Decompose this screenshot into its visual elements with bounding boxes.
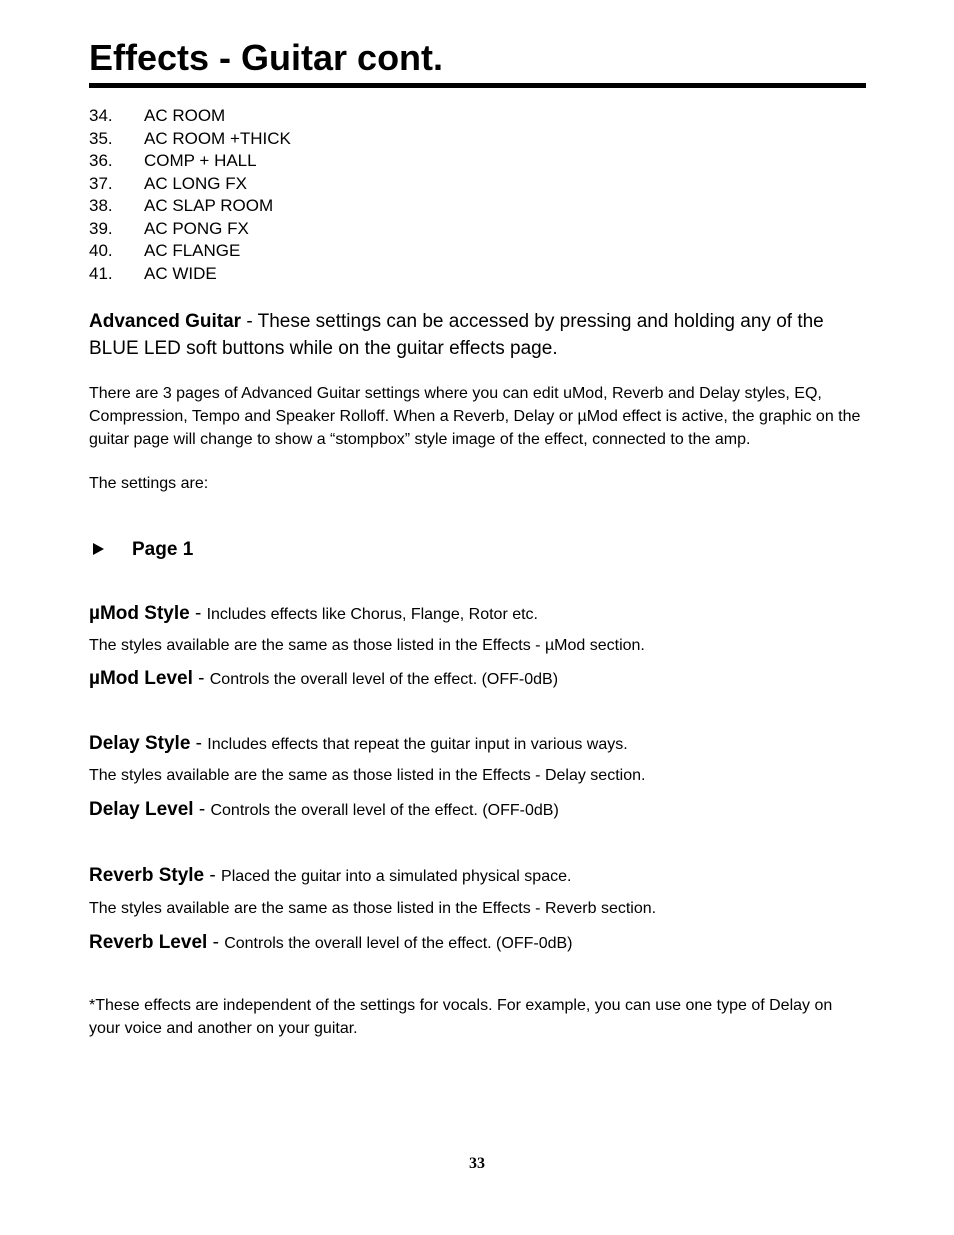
dash-separator: - xyxy=(190,733,208,754)
reverb-level-name: Reverb Level xyxy=(89,932,208,953)
title-rule xyxy=(89,83,866,88)
settings-intro: The settings are: xyxy=(89,475,209,492)
list-item-label: AC LONG FX xyxy=(144,173,247,193)
list-item-label: AC ROOM +THICK xyxy=(144,128,291,148)
dash-separator: - xyxy=(189,603,207,624)
list-item-label: AC ROOM xyxy=(144,106,226,125)
list-item-label: COMP + HALL xyxy=(144,151,257,170)
list-item-label: AC PONG FX xyxy=(144,218,249,238)
list-item xyxy=(89,240,291,263)
list-item xyxy=(89,105,291,128)
list-item xyxy=(89,128,291,151)
list-item-number: 41. xyxy=(89,263,113,283)
dash-separator: - xyxy=(192,668,210,689)
reverb-level-desc: Controls the overall level of the effect. (OFF-0dB) xyxy=(224,935,573,952)
umod-style-name: µMod Style xyxy=(89,603,190,624)
delay-style-setting xyxy=(89,732,628,757)
advanced-guitar-text: - These settings can be accessed by pressing and holding any of the BLUE LED soft buttons while on the guitar effects page. xyxy=(89,311,824,359)
list-item-label: AC FLANGE xyxy=(144,241,241,260)
umod-style-note: The styles available are the same as those listed in the Effects - µMod section. xyxy=(89,637,645,654)
reverb-style-setting xyxy=(89,864,571,889)
umod-style-desc: Includes effects like Chorus, Flange, Rotor etc. xyxy=(206,606,538,623)
triangle-bullet-icon xyxy=(93,543,104,555)
delay-style-desc: Includes effects that repeat the guitar input in various ways. xyxy=(207,736,628,753)
effects-list xyxy=(89,105,291,285)
delay-level-name: Delay Level xyxy=(89,799,194,820)
umod-style-setting xyxy=(89,602,538,627)
list-item-number: 34. xyxy=(89,106,113,125)
footnote: *These effects are independent of the settings for vocals. For example, you can use one type of Delay on your voice and another on your guitar. xyxy=(89,997,833,1037)
umod-level-desc: Controls the overall level of the effect. (OFF-0dB) xyxy=(209,671,559,688)
advanced-guitar-paragraph xyxy=(89,308,866,362)
reverb-style-note: The styles available are the same as those listed in the Effects - Reverb section. xyxy=(89,900,657,917)
delay-level-setting xyxy=(89,798,559,823)
reverb-level-setting xyxy=(89,931,572,956)
list-item-number: 39. xyxy=(89,218,113,238)
reverb-style-name: Reverb Style xyxy=(89,865,205,886)
page-1-label: Page 1 xyxy=(132,539,194,560)
page-number: 33 xyxy=(469,1155,485,1172)
delay-style-name: Delay Style xyxy=(89,733,191,754)
umod-level-name: µMod Level xyxy=(89,668,193,689)
list-item-number: 36. xyxy=(89,151,113,170)
list-item-number: 37. xyxy=(89,173,113,193)
umod-level-setting xyxy=(89,667,558,692)
dash-separator: - xyxy=(207,932,225,953)
list-item-label: AC WIDE xyxy=(144,263,217,283)
page-1-heading xyxy=(89,537,193,563)
list-item xyxy=(89,173,291,196)
dash-separator: - xyxy=(193,799,211,820)
dash-separator: - xyxy=(204,865,222,886)
reverb-style-desc: Placed the guitar into a simulated physical space. xyxy=(221,868,572,885)
advanced-guitar-heading: Advanced Guitar xyxy=(89,311,242,332)
list-item xyxy=(89,263,291,286)
list-item-number: 38. xyxy=(89,196,113,215)
list-item xyxy=(89,150,291,173)
page-title: Effects - Guitar cont. xyxy=(89,37,444,78)
intro-paragraph: There are 3 pages of Advanced Guitar settings where you can edit uMod, Reverb and Delay styles, EQ, Compression, Tempo and Speaker Rolloff. When a Reverb, Delay or µMod effect is active, the graphic on the guitar page will change to show a “stompbox” style image of the effect, connected to the amp. xyxy=(89,385,861,448)
list-item-number: 35. xyxy=(89,128,113,148)
list-item-label: AC SLAP ROOM xyxy=(144,196,274,215)
list-item xyxy=(89,195,291,218)
delay-level-desc: Controls the overall level of the effect. (OFF-0dB) xyxy=(210,802,559,819)
delay-style-note: The styles available are the same as those listed in the Effects - Delay section. xyxy=(89,767,646,784)
list-item xyxy=(89,218,291,241)
list-item-number: 40. xyxy=(89,241,113,260)
